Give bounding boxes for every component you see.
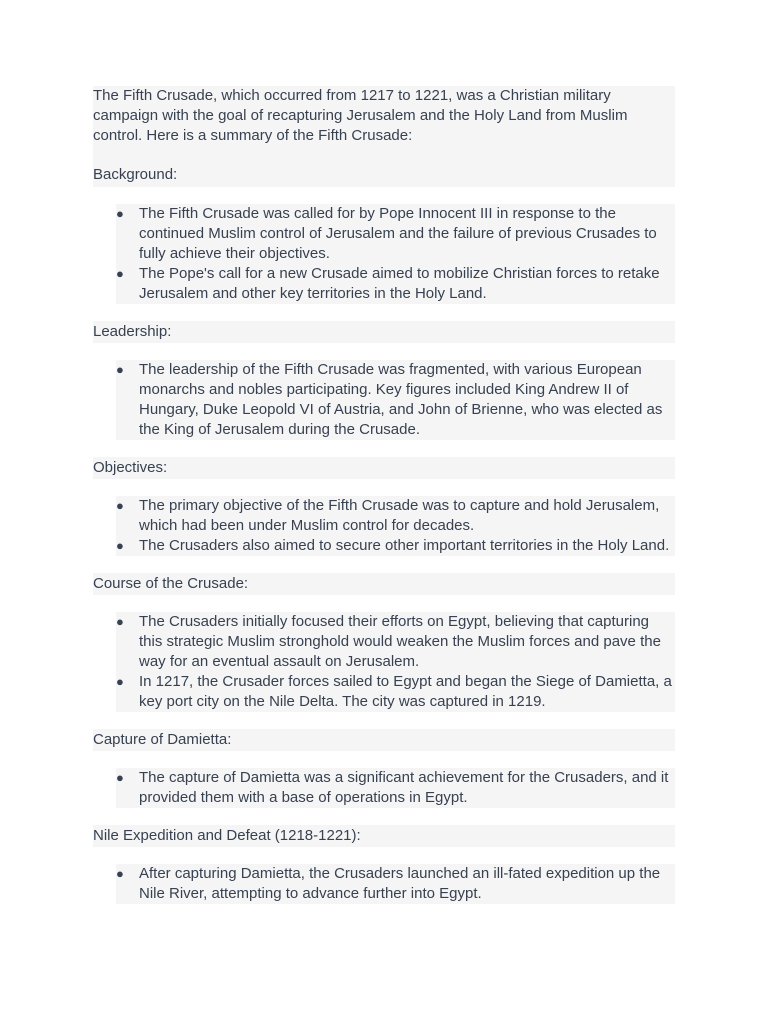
list-item-text: The Pope's call for a new Crusade aimed to mobilize Christian forces to retake Jerusalem and other key territories in the Holy Land.: [139, 265, 660, 302]
bullet-list-course: [116, 612, 675, 712]
bullet-icon: ●: [116, 866, 124, 881]
section-heading-objectives: Objectives:: [93, 457, 675, 479]
list-item: [116, 672, 675, 712]
list-item-text: The capture of Damietta was a significant achievement for the Crusaders, and it provided them with a base of operations in Egypt.: [139, 769, 669, 806]
list-item: [116, 536, 675, 556]
bullet-list-objectives: [116, 496, 675, 556]
list-item-text: The leadership of the Fifth Crusade was fragmented, with various European monarchs and nobles participating. Key figures included King Andrew II of Hungary, Duke Leopold VI of Austria, and John of Brienne, who was elected as the King of Jerusalem during the Crusade.: [139, 361, 663, 438]
bullet-icon: ●: [116, 498, 124, 513]
list-item: [116, 612, 675, 672]
list-item-text: The Crusaders also aimed to secure other important territories in the Holy Land.: [139, 537, 670, 554]
intro-block: [93, 86, 675, 187]
intro-paragraph: The Fifth Crusade, which occurred from 1217 to 1221, was a Christian military campaign with the goal of recapturing Jerusalem and the Holy Land from Muslim control. Here is a summary of the Fifth Crusade:: [93, 87, 628, 144]
list-item-text: The Fifth Crusade was called for by Pope Innocent III in response to the continued Muslim control of Jerusalem and the failure of previous Crusades to fully achieve their objectives.: [139, 205, 657, 262]
list-item-text: The Crusaders initially focused their efforts on Egypt, believing that capturing this strategic Muslim stronghold would weaken the Muslim forces and pave the way for an eventual assault on Jerusalem.: [139, 613, 661, 670]
bullet-icon: ●: [116, 206, 124, 221]
list-item: [116, 768, 675, 808]
list-item: [116, 264, 675, 304]
list-item: [116, 204, 675, 264]
section-heading-course: Course of the Crusade:: [93, 573, 675, 595]
bullet-icon: ●: [116, 674, 124, 689]
bullet-icon: ●: [116, 538, 124, 553]
section-heading-leadership: Leadership:: [93, 321, 675, 343]
list-item-text: The primary objective of the Fifth Crusade was to capture and hold Jerusalem, which had been under Muslim control for decades.: [139, 497, 660, 534]
bullet-list-leadership: [116, 360, 675, 440]
bullet-list-background: [116, 204, 675, 304]
section-heading-damietta: Capture of Damietta:: [93, 729, 675, 751]
bullet-list-nile: [116, 864, 675, 904]
bullet-icon: ●: [116, 266, 124, 281]
list-item: [116, 496, 675, 536]
section-heading-nile: Nile Expedition and Defeat (1218-1221):: [93, 825, 675, 847]
bullet-icon: ●: [116, 614, 124, 629]
bullet-icon: ●: [116, 770, 124, 785]
section-heading-background: Background:: [93, 166, 178, 183]
list-item-text: After capturing Damietta, the Crusaders launched an ill-fated expedition up the Nile River, attempting to advance further into Egypt.: [139, 865, 661, 902]
list-item: [116, 360, 675, 440]
list-item-text: In 1217, the Crusader forces sailed to Egypt and began the Siege of Damietta, a key port city on the Nile Delta. The city was captured in 1219.: [139, 673, 672, 710]
list-item: [116, 864, 675, 904]
bullet-icon: ●: [116, 362, 124, 377]
document-body: [93, 86, 675, 904]
bullet-list-damietta: [116, 768, 675, 808]
